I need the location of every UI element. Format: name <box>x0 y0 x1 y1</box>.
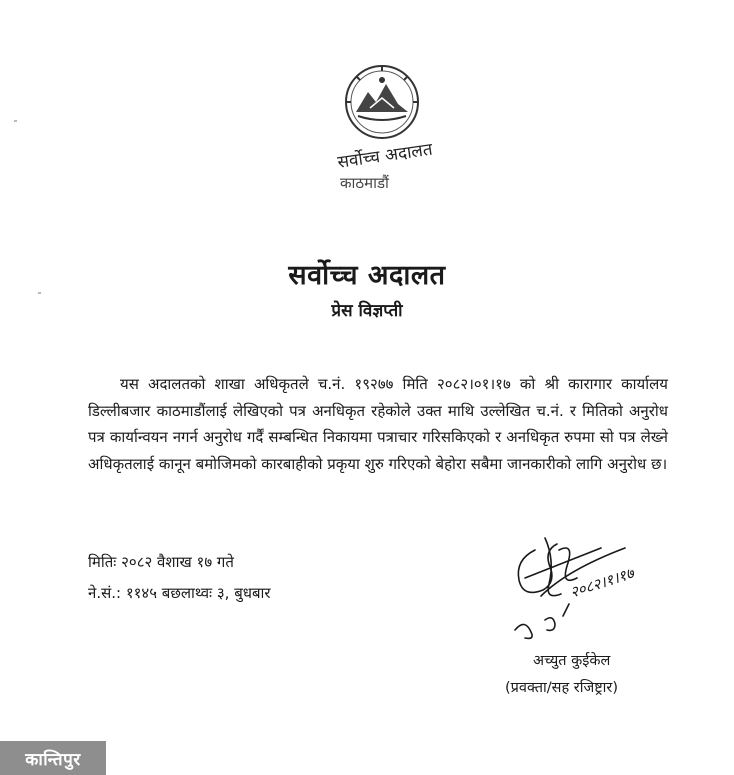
signature-date: २०८२।१।१७ <box>567 564 637 602</box>
date-nepal-sambat: ने.सं.: ११४५ बछलाथ्वः ३, बुधबार <box>88 584 271 602</box>
page-title: सर्वोच्च अदालत <box>288 260 446 291</box>
seal-top-text: सर्वोच्च अदालत <box>336 139 434 173</box>
kantipur-watermark: कान्तिपुर <box>0 741 106 775</box>
page-subtitle: प्रेस विज्ञप्ती <box>331 301 403 321</box>
signatory-title: (प्रवक्ता/सह रजिष्ट्रार) <box>505 680 619 696</box>
date-bs: मितिः २०८२ वैशाख १७ गते <box>88 553 234 571</box>
handwritten-signature <box>505 520 645 650</box>
scan-speck <box>38 292 41 294</box>
notice-paragraph: यस अदालतको शाखा अधिकृतले च.नं. १९२७७ मिति २०८२।०१।१७ को श्री कारागार कार्यालय डिल्लीबजार काठमाडौंलाई लेखिएको पत्र अनधिकृत रहेकोले उक्त माथि उल्लेखित च.नं. र मितिको अनुरोध पत्र कार्यान्वयन नगर्न अनुरोध गर्दैं सम्बन्धित निकायमा पत्राचार गरिसकिएको र अनधिकृत रुपमा सो पत्र लेख्ने अधिकृतलाई कानून बमोजिमको कारबाहीको प्रकृया शुरु गरिएको बेहोरा सबैमा जानकारीको लागि अनुरोध छ। <box>88 375 668 473</box>
signature-icon <box>505 520 645 650</box>
supreme-court-seal <box>300 62 460 202</box>
seal-bottom-text: काठमाडौं <box>340 174 389 192</box>
scan-speck <box>14 120 17 122</box>
seal-emblem-icon <box>300 62 460 202</box>
signatory-name: अच्युत कुईकेल <box>533 653 611 669</box>
